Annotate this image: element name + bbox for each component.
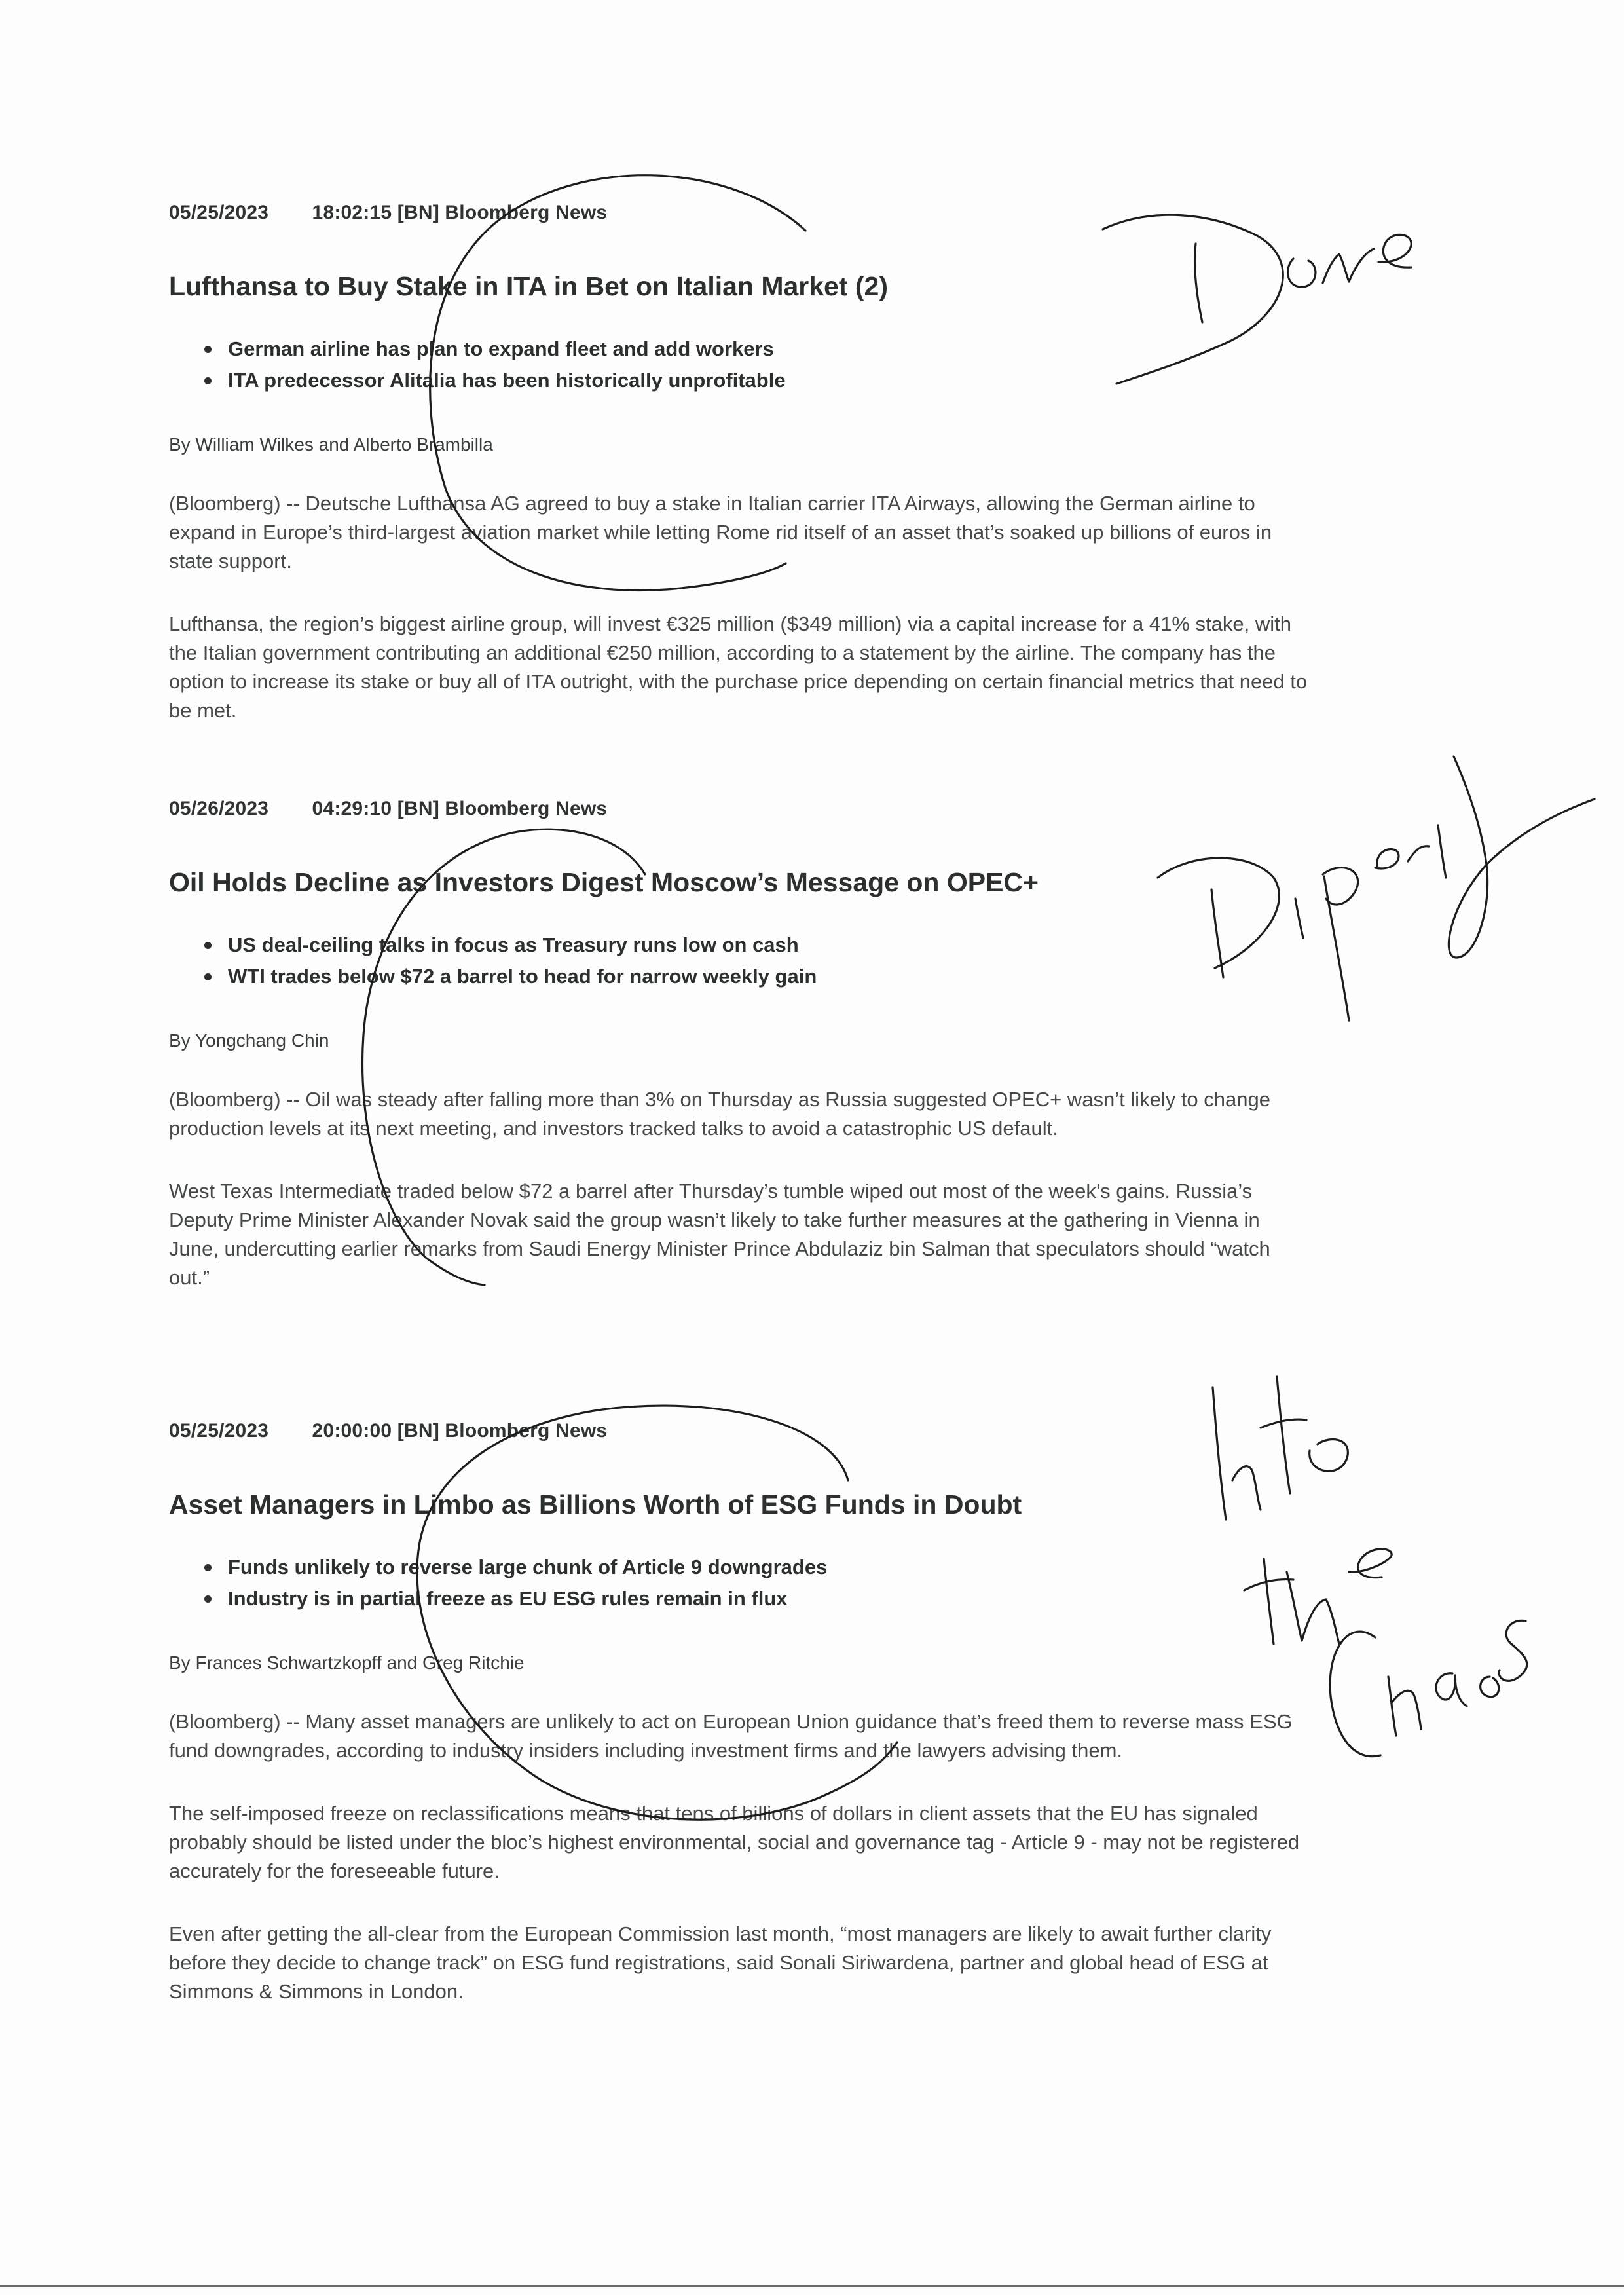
article-paragraph: Lufthansa, the region’s biggest airline group, will invest €325 million ($349 million) via a capital increase for a 41% stake, with the Italian government contributing an additional €250 million, according to a statement by the airline. The company has the option to increase its stake or buy all of ITA outright, with the purchase price depending on certain financial metrics that need to be met. [169,612,1308,722]
article-bullets [169,333,1321,396]
article-paragraph: West Texas Intermediate traded below $72 a barrel after Thursday’s tumble wiped out most of the week’s gains. Russia’s Deputy Prime Minister Alexander Novak said the group wasn’t likely to take further measures at the gathering in Vienna in June, undercutting earlier remarks from Saudi Energy Minister Prince Abdulaziz bin Salman that speculators should “watch out.” [169,1180,1270,1289]
article-dateline [169,202,1321,224]
article-headline: Oil Holds Decline as Investors Digest Moscow’s Message on OPEC+ [169,867,1039,897]
article-3 [169,1420,1321,2006]
article-paragraph: (Bloomberg) -- Many asset managers are unlikely to act on European Union guidance that’s freed them to reverse mass ESG fund downgrades, according to industry insiders including investment firms and the lawyers advising them. [169,1710,1293,1762]
article-headline: Asset Managers in Limbo as Billions Worth of ESG Funds in Doubt [169,1489,1022,1520]
article-1 [169,202,1321,725]
article-dateline [169,1420,1321,1442]
article-meta: 20:00:00 [BN] Bloomberg News [312,1420,608,1442]
article-dateline [169,798,1321,820]
article-bullets [169,929,1321,992]
article-bullets [169,1552,1321,1614]
article-paragraph: (Bloomberg) -- Oil was steady after falling more than 3% on Thursday as Russia suggested OPEC+ wasn’t likely to change production levels at its next meeting, and investors tracked talks to avoid a catastrophic US default. [169,1088,1270,1140]
article-meta: 04:29:10 [BN] Bloomberg News [312,798,608,819]
article-meta: 18:02:15 [BN] Bloomberg News [312,202,608,223]
article-date: 05/25/2023 [169,202,269,223]
bullet-item: WTI trades below $72 a barrel to head for narrow weekly gain [200,961,1321,992]
bullet-item: US deal-ceiling talks in focus as Treasury runs low on cash [200,929,1321,961]
bullet-item: Funds unlikely to reverse large chunk of Article 9 downgrades [200,1552,1321,1583]
article-byline: By Frances Schwartzkopff and Greg Ritchie [169,1652,525,1673]
article-paragraph: Even after getting the all-clear from the European Commission last month, “most managers are likely to await further clarity before they decide to change track” on ESG fund registrations, said Sonali Siriwardena, partner and global head of ESG at Simmons & Simmons in London. [169,1922,1272,2003]
article-date: 05/26/2023 [169,798,269,819]
article-date: 05/25/2023 [169,1420,269,1442]
article-2 [169,798,1321,1292]
article-paragraph: (Bloomberg) -- Deutsche Lufthansa AG agreed to buy a stake in Italian carrier ITA Airways, allowing the German airline to expand in Europe’s third-largest aviation market while letting Rome rid itself of an asset that’s soaked up billions of euros in state support. [169,492,1272,572]
article-byline: By William Wilkes and Alberto Brambilla [169,434,493,455]
article-paragraph: The self-imposed freeze on reclassifications means that tens of billions of dollars in client assets that the EU has signaled probably should be listed under the bloc’s highest environmental, social and governance tag - Article 9 - may not be registered accurately for the foreseeable future. [169,1802,1300,1882]
article-byline: By Yongchang Chin [169,1030,329,1051]
article-headline: Lufthansa to Buy Stake in ITA in Bet on Italian Market (2) [169,271,889,301]
bullet-item: Industry is in partial freeze as EU ESG rules remain in flux [200,1583,1321,1614]
bullet-item: German airline has plan to expand fleet and add workers [200,333,1321,365]
bullet-item: ITA predecessor Alitalia has been historically unprofitable [200,365,1321,396]
page-bottom-edge [0,2285,1624,2287]
